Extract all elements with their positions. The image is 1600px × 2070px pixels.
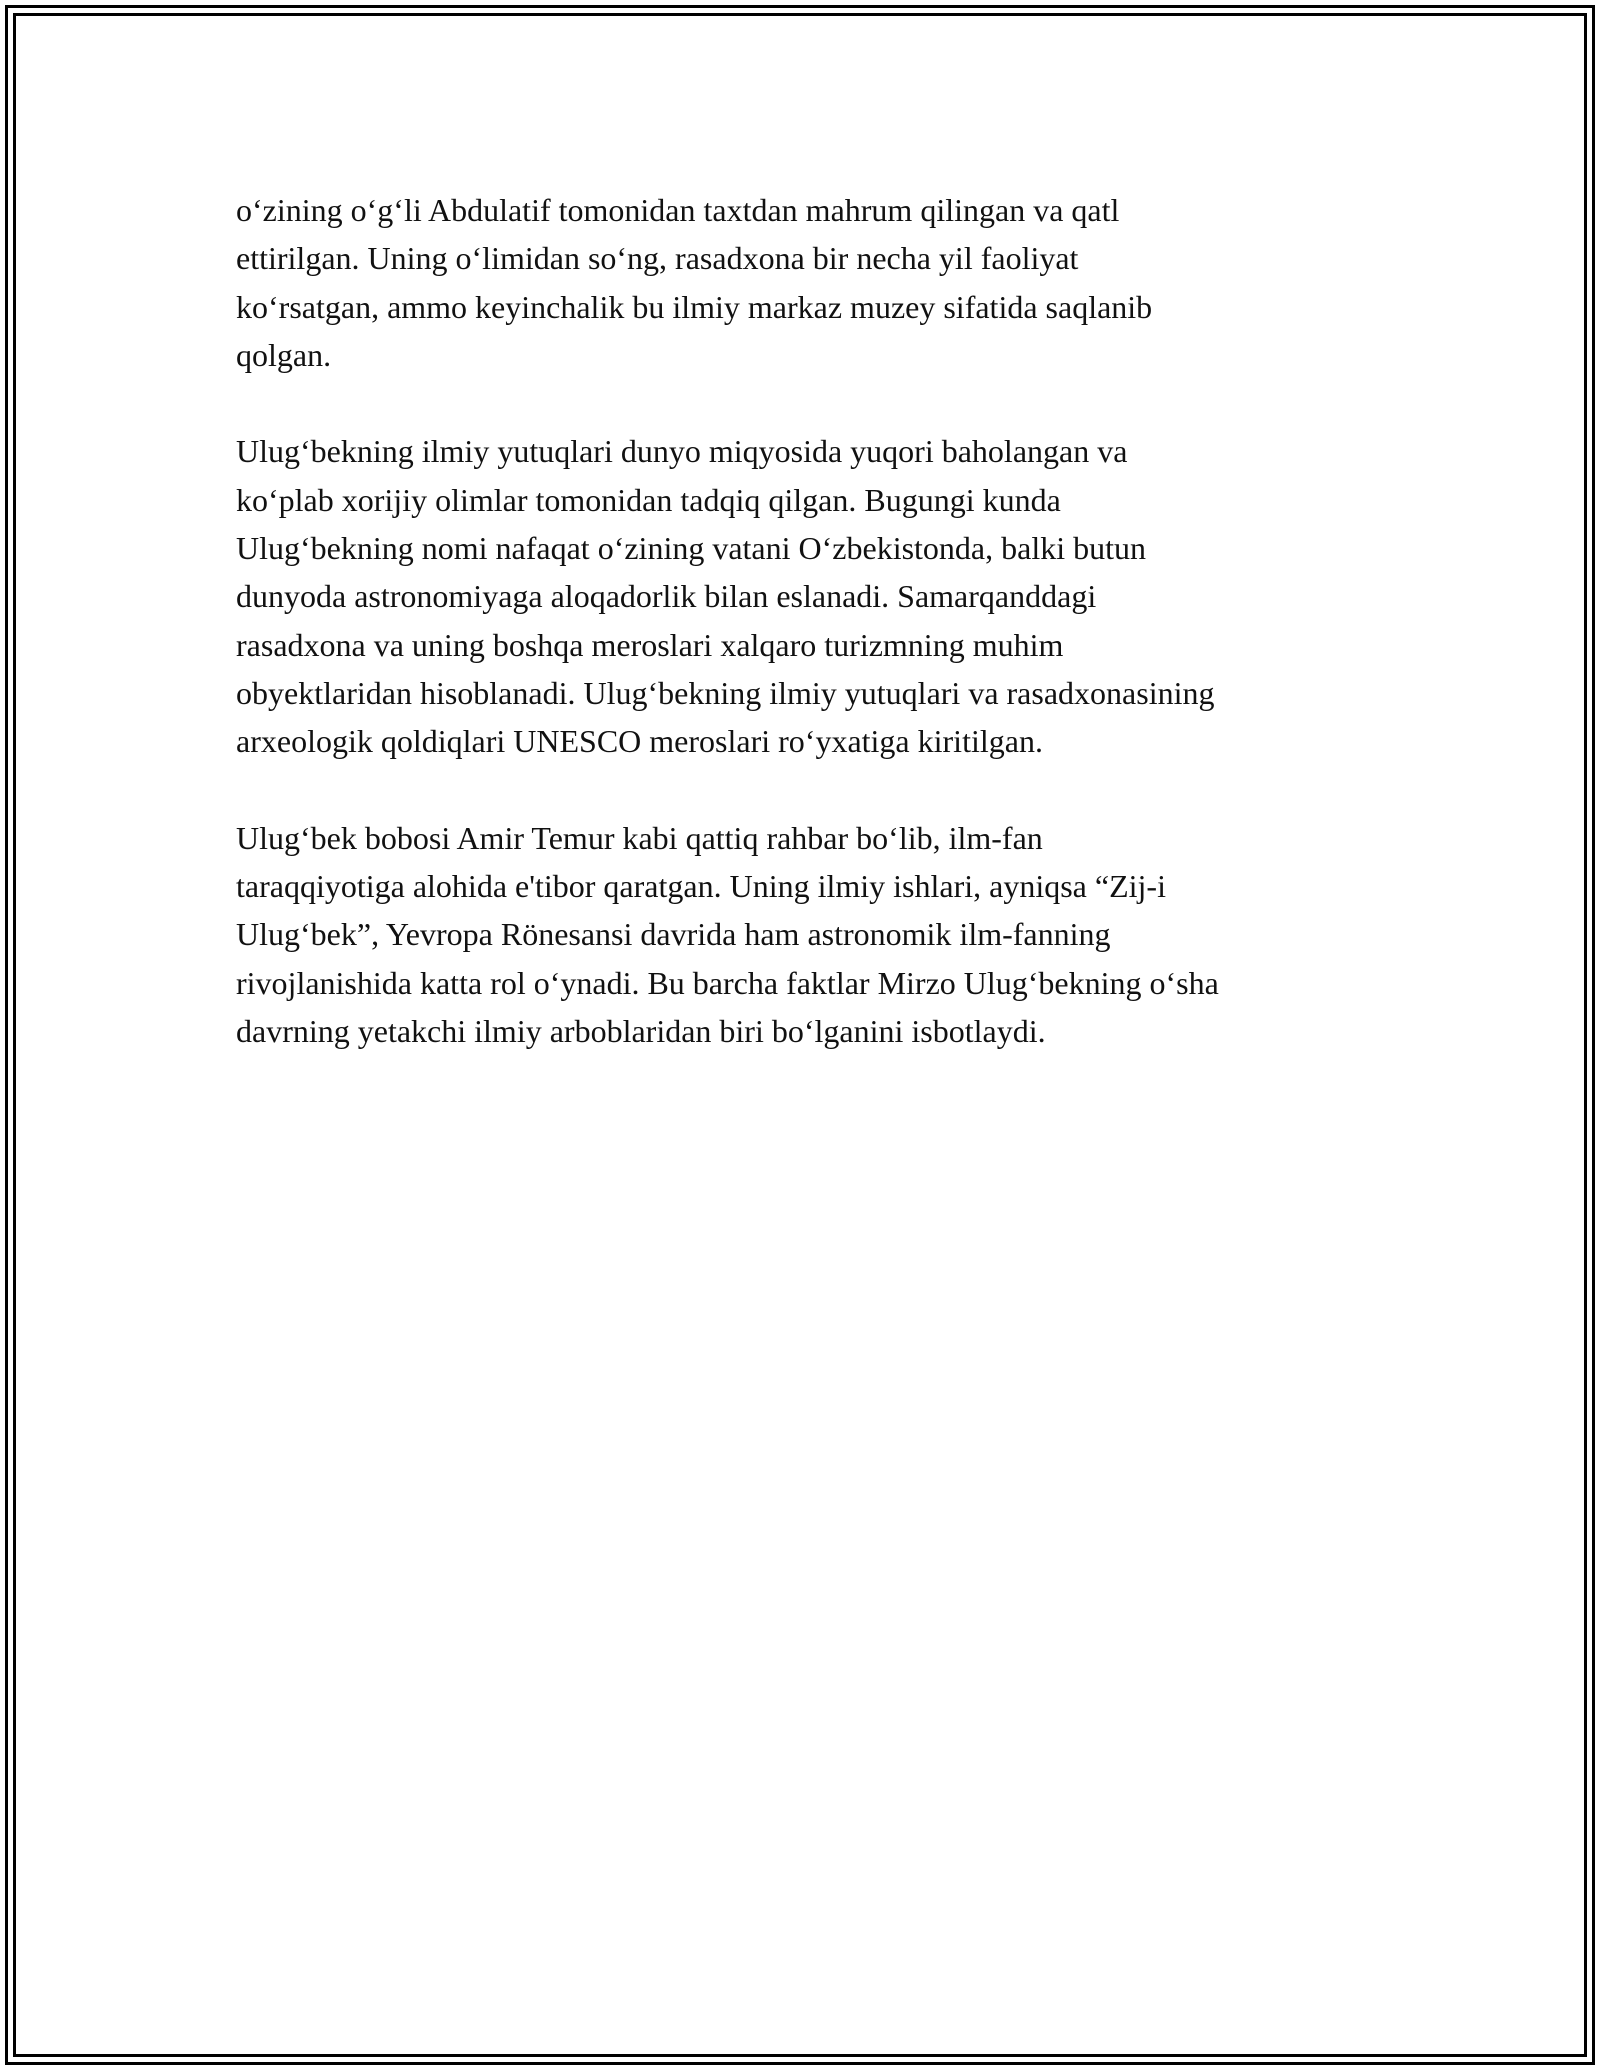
paragraph-line: davrning yetakchi ilmiy arboblaridan biri bo‘lganini isbotlaydi. [236,1013,1046,1050]
paragraph-line: taraqqiyotiga alohida e'tibor qaratgan. Uning ilmiy ishlari, ayniqsa “Zij-i [236,868,1166,905]
paragraph-line: arxeologik qoldiqlari UNESCO meroslari ro‘yxatiga kiritilgan. [236,723,1043,760]
paragraph-line: Ulug‘bek”, Yevropa Rönesansi davrida ham astronomik ilm-fanning [236,916,1111,953]
paragraph-line: rasadxona va uning boshqa meroslari xalqaro turizmning muhim [236,626,1064,663]
paragraph-2 [236,427,1386,765]
paragraph-line: Ulug‘bek bobosi Amir Temur kabi qattiq rahbar bo‘lib, ilm-fan [236,819,1043,856]
paragraph-1 [236,186,1386,379]
document-body [236,186,1386,1104]
paragraph-line: ettirilgan. Uning o‘limidan so‘ng, rasadxona bir necha yil faoliyat [236,240,1079,277]
paragraph-line: obyektlaridan hisoblanadi. Ulug‘bekning ilmiy yutuqlari va rasadxonasining [236,674,1215,711]
paragraph-line: Ulug‘bekning ilmiy yutuqlari dunyo miqyosida yuqori baholangan va [236,433,1128,470]
paragraph-line: dunyoda astronomiyaga aloqadorlik bilan eslanadi. Samarqanddagi [236,578,1097,615]
paragraph-line: ko‘plab xorijiy olimlar tomonidan tadqiq qilgan. Bugungi kunda [236,481,1061,518]
paragraph-line: qolgan. [236,336,332,373]
paragraph-line: Ulug‘bekning nomi nafaqat o‘zining vatani O‘zbekistonda, balki butun [236,530,1146,567]
paragraph-line: ko‘rsatgan, ammo keyinchalik bu ilmiy markaz muzey sifatida saqlanib [236,288,1153,325]
paragraph-3 [236,814,1386,1055]
paragraph-line: o‘zining o‘g‘li Abdulatif tomonidan taxtdan mahrum qilingan va qatl [236,192,1120,228]
paragraph-line: rivojlanishida katta rol o‘ynadi. Bu barcha faktlar Mirzo Ulug‘bekning o‘sha [236,964,1219,1001]
